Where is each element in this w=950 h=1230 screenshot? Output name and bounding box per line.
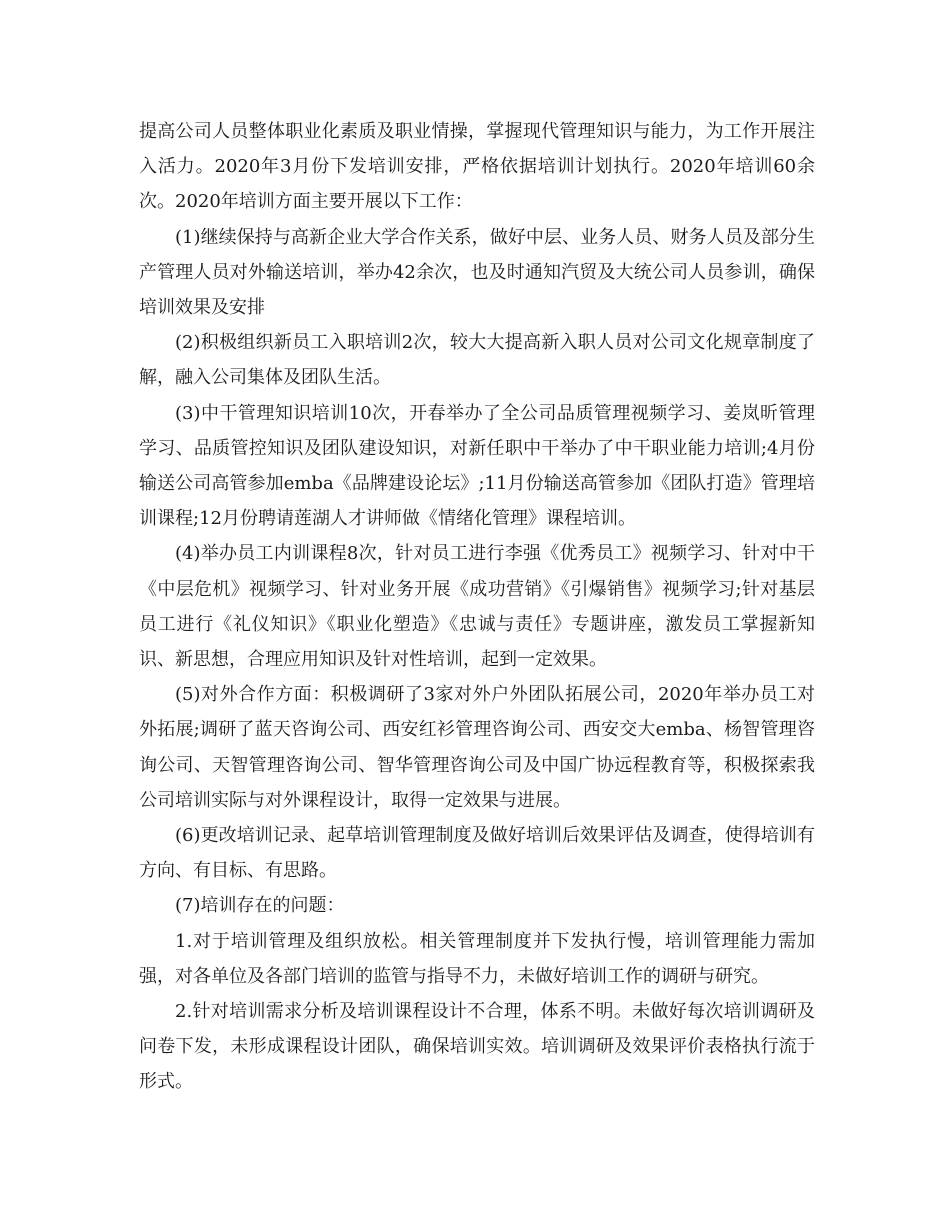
paragraph-item-6: (6)更改培训记录、起草培训管理制度及做好培训后效果评估及调查，使得培训有方向、有目标、有思路。 bbox=[139, 825, 815, 882]
paragraph-item-7-heading: (7)培训存在的问题： bbox=[175, 895, 345, 917]
paragraph-problem-2: 2.针对培训需求分析及培训课程设计不合理，体系不明。未做好每次培训调研及问卷下发，未形成课程设计团队，确保培训实效。培训调研及效果评价表格执行流于形式。 bbox=[139, 1001, 815, 1093]
paragraph-problem-1: 1.对于培训管理及组织放松。相关管理制度并下发执行慢，培训管理能力需加强，对各单位及各部门培训的监管与指导不力，未做好培训工作的调研与研究。 bbox=[139, 930, 815, 987]
document-body bbox=[139, 114, 815, 1100]
paragraph-item-5: (5)对外合作方面：积极调研了3家对外户外团队拓展公司，2020年举办员工对外拓展;调研了蓝天咨询公司、西安红衫管理咨询公司、西安交大emba、杨智管理咨询公司、天智管理咨询公司、智华管理咨询公司及中国广协远程教育等，积极探索我公司培训实际与对外课程设计，取得一定效果与进展。 bbox=[139, 684, 815, 811]
paragraph-intro: 提高公司人员整体职业化素质及职业情操，掌握现代管理知识与能力，为工作开展注入活力。2020年3月份下发培训安排，严格依据培训计划执行。2020年培训60余次。2020年培训方面主要开展以下工作： bbox=[139, 121, 815, 213]
paragraph-item-3: (3)中干管理知识培训10次，开春举办了全公司品质管理视频学习、姜岚昕管理学习、品质管控知识及团队建设知识，对新任职中干举办了中干职业能力培训;4月份输送公司高管参加emba《品牌建设论坛》;11月份输送高管参加《团队打造》管理培训课程;12月份聘请莲湖人才讲师做《情绪化管理》课程培训。 bbox=[139, 402, 815, 530]
paragraph-item-1: (1)继续保持与高新企业大学合作关系，做好中层、业务人员、财务人员及部分生产管理人员对外输送培训，举办42余次，也及时通知汽贸及大统公司人员参训，确保培训效果及安排 bbox=[139, 226, 815, 319]
paragraph-item-2: (2)积极组织新员工入职培训2次，较大大提高新入职人员对公司文化规章制度了解，融入公司集体及团队生活。 bbox=[139, 332, 815, 389]
paragraph-item-4: (4)举办员工内训课程8次，针对员工进行李强《优秀员工》视频学习、针对中干《中层危机》视频学习、针对业务开展《成功营销》《引爆销售》视频学习;针对基层员工进行《礼仪知识》《职业化塑造》《忠诚与责任》专题讲座，激发员工掌握新知识、新思想，合理应用知识及针对性培训，起到一定效果。 bbox=[139, 543, 815, 671]
